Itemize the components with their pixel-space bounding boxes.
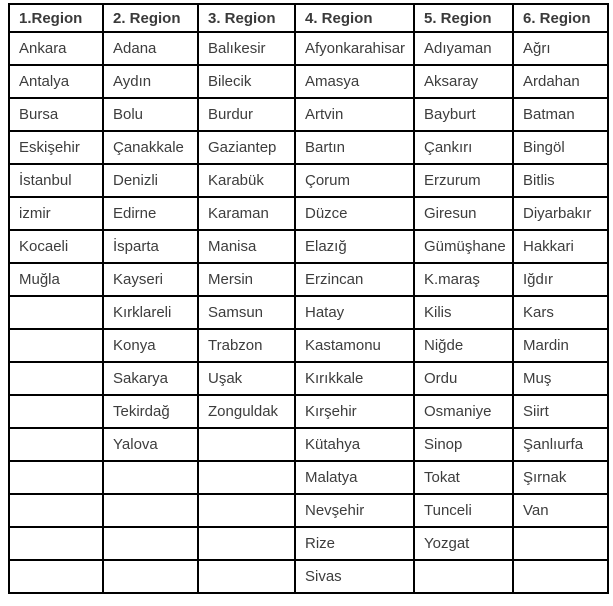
table-cell — [198, 428, 295, 461]
table-row — [9, 428, 608, 461]
table-row — [9, 329, 608, 362]
table-cell: Burdur — [198, 98, 295, 131]
table-cell: Şırnak — [513, 461, 608, 494]
table-row — [9, 32, 608, 65]
header-row — [9, 4, 608, 32]
table-cell: Bilecik — [198, 65, 295, 98]
table-cell — [9, 527, 103, 560]
table-body — [9, 32, 608, 593]
table-cell: Ağrı — [513, 32, 608, 65]
header-cell: 1.Region — [9, 4, 103, 32]
table-cell: Adıyaman — [414, 32, 513, 65]
table-cell: Yozgat — [414, 527, 513, 560]
table-cell: Aksaray — [414, 65, 513, 98]
table-cell: Samsun — [198, 296, 295, 329]
table-cell: K.maraş — [414, 263, 513, 296]
table-cell — [513, 560, 608, 593]
table-cell: Düzce — [295, 197, 414, 230]
table-cell: Uşak — [198, 362, 295, 395]
table-cell: Van — [513, 494, 608, 527]
table-cell — [198, 527, 295, 560]
table-cell: Çankırı — [414, 131, 513, 164]
table-row — [9, 461, 608, 494]
table-cell: Kocaeli — [9, 230, 103, 263]
header-cell: 5. Region — [414, 4, 513, 32]
table-cell — [9, 560, 103, 593]
table-row — [9, 527, 608, 560]
table-cell: Sakarya — [103, 362, 198, 395]
table-cell: Sivas — [295, 560, 414, 593]
table-row — [9, 263, 608, 296]
table-cell: İstanbul — [9, 164, 103, 197]
table-cell: Muş — [513, 362, 608, 395]
table-row — [9, 296, 608, 329]
table-cell: Tokat — [414, 461, 513, 494]
table-cell: Kastamonu — [295, 329, 414, 362]
table-cell: Kırıkkale — [295, 362, 414, 395]
table-cell: Hatay — [295, 296, 414, 329]
table-cell: İsparta — [103, 230, 198, 263]
table-cell: Afyonkarahisar — [295, 32, 414, 65]
table-cell: Kayseri — [103, 263, 198, 296]
table-row — [9, 131, 608, 164]
table-cell — [9, 428, 103, 461]
table-cell: Niğde — [414, 329, 513, 362]
table-cell — [9, 296, 103, 329]
table-cell: Osmaniye — [414, 395, 513, 428]
table-cell — [103, 461, 198, 494]
table-cell: Giresun — [414, 197, 513, 230]
table-cell: Bingöl — [513, 131, 608, 164]
regions-table-page — [0, 3, 613, 606]
table-cell: Kilis — [414, 296, 513, 329]
table-cell — [414, 560, 513, 593]
table-cell: Tekirdağ — [103, 395, 198, 428]
table-cell — [198, 461, 295, 494]
table-cell: Karabük — [198, 164, 295, 197]
table-row — [9, 98, 608, 131]
table-cell: Kırşehir — [295, 395, 414, 428]
table-cell: Sinop — [414, 428, 513, 461]
table-cell — [9, 395, 103, 428]
table-cell — [9, 362, 103, 395]
table-row — [9, 164, 608, 197]
table-cell: Rize — [295, 527, 414, 560]
table-cell: Zonguldak — [198, 395, 295, 428]
table-cell — [9, 329, 103, 362]
table-cell: Denizli — [103, 164, 198, 197]
table-cell: Trabzon — [198, 329, 295, 362]
table-cell: Adana — [103, 32, 198, 65]
table-cell: Balıkesir — [198, 32, 295, 65]
header-cell: 6. Region — [513, 4, 608, 32]
table-cell: Batman — [513, 98, 608, 131]
table-cell: Hakkari — [513, 230, 608, 263]
table-cell: Bitlis — [513, 164, 608, 197]
regions-table — [8, 3, 609, 594]
table-cell: Konya — [103, 329, 198, 362]
table-cell: Bartın — [295, 131, 414, 164]
table-cell: Manisa — [198, 230, 295, 263]
table-cell: Şanlıurfa — [513, 428, 608, 461]
table-row — [9, 395, 608, 428]
table-row — [9, 560, 608, 593]
table-cell: Kars — [513, 296, 608, 329]
table-row — [9, 230, 608, 263]
table-cell: Kütahya — [295, 428, 414, 461]
table-row — [9, 197, 608, 230]
table-cell — [9, 461, 103, 494]
table-cell — [198, 494, 295, 527]
table-cell: Diyarbakır — [513, 197, 608, 230]
table-cell: Aydın — [103, 65, 198, 98]
table-cell: Tunceli — [414, 494, 513, 527]
table-cell: Karaman — [198, 197, 295, 230]
table-cell: Yalova — [103, 428, 198, 461]
header-cell: 4. Region — [295, 4, 414, 32]
table-cell — [9, 494, 103, 527]
table-cell: Amasya — [295, 65, 414, 98]
table-cell: Gümüşhane — [414, 230, 513, 263]
table-cell: Ordu — [414, 362, 513, 395]
table-cell — [513, 527, 608, 560]
table-cell: Ankara — [9, 32, 103, 65]
table-row — [9, 65, 608, 98]
table-cell: izmir — [9, 197, 103, 230]
table-cell: Bursa — [9, 98, 103, 131]
table-cell: Malatya — [295, 461, 414, 494]
table-cell: Bolu — [103, 98, 198, 131]
table-cell: Erzincan — [295, 263, 414, 296]
table-cell — [103, 527, 198, 560]
table-cell: Eskişehir — [9, 131, 103, 164]
table-cell: Antalya — [9, 65, 103, 98]
table-cell: Çorum — [295, 164, 414, 197]
table-cell: Ardahan — [513, 65, 608, 98]
table-cell — [103, 560, 198, 593]
table-cell: Mardin — [513, 329, 608, 362]
table-cell: Gaziantep — [198, 131, 295, 164]
table-cell: Çanakkale — [103, 131, 198, 164]
header-cell: 3. Region — [198, 4, 295, 32]
table-cell: Edirne — [103, 197, 198, 230]
table-cell: Siirt — [513, 395, 608, 428]
table-cell — [198, 560, 295, 593]
header-cell: 2. Region — [103, 4, 198, 32]
table-cell — [103, 494, 198, 527]
table-cell: Mersin — [198, 263, 295, 296]
table-cell: Kırklareli — [103, 296, 198, 329]
table-row — [9, 362, 608, 395]
table-cell: Elazığ — [295, 230, 414, 263]
table-row — [9, 494, 608, 527]
table-cell: Iğdır — [513, 263, 608, 296]
table-cell: Erzurum — [414, 164, 513, 197]
table-cell: Artvin — [295, 98, 414, 131]
table-cell: Nevşehir — [295, 494, 414, 527]
table-cell: Muğla — [9, 263, 103, 296]
table-cell: Bayburt — [414, 98, 513, 131]
